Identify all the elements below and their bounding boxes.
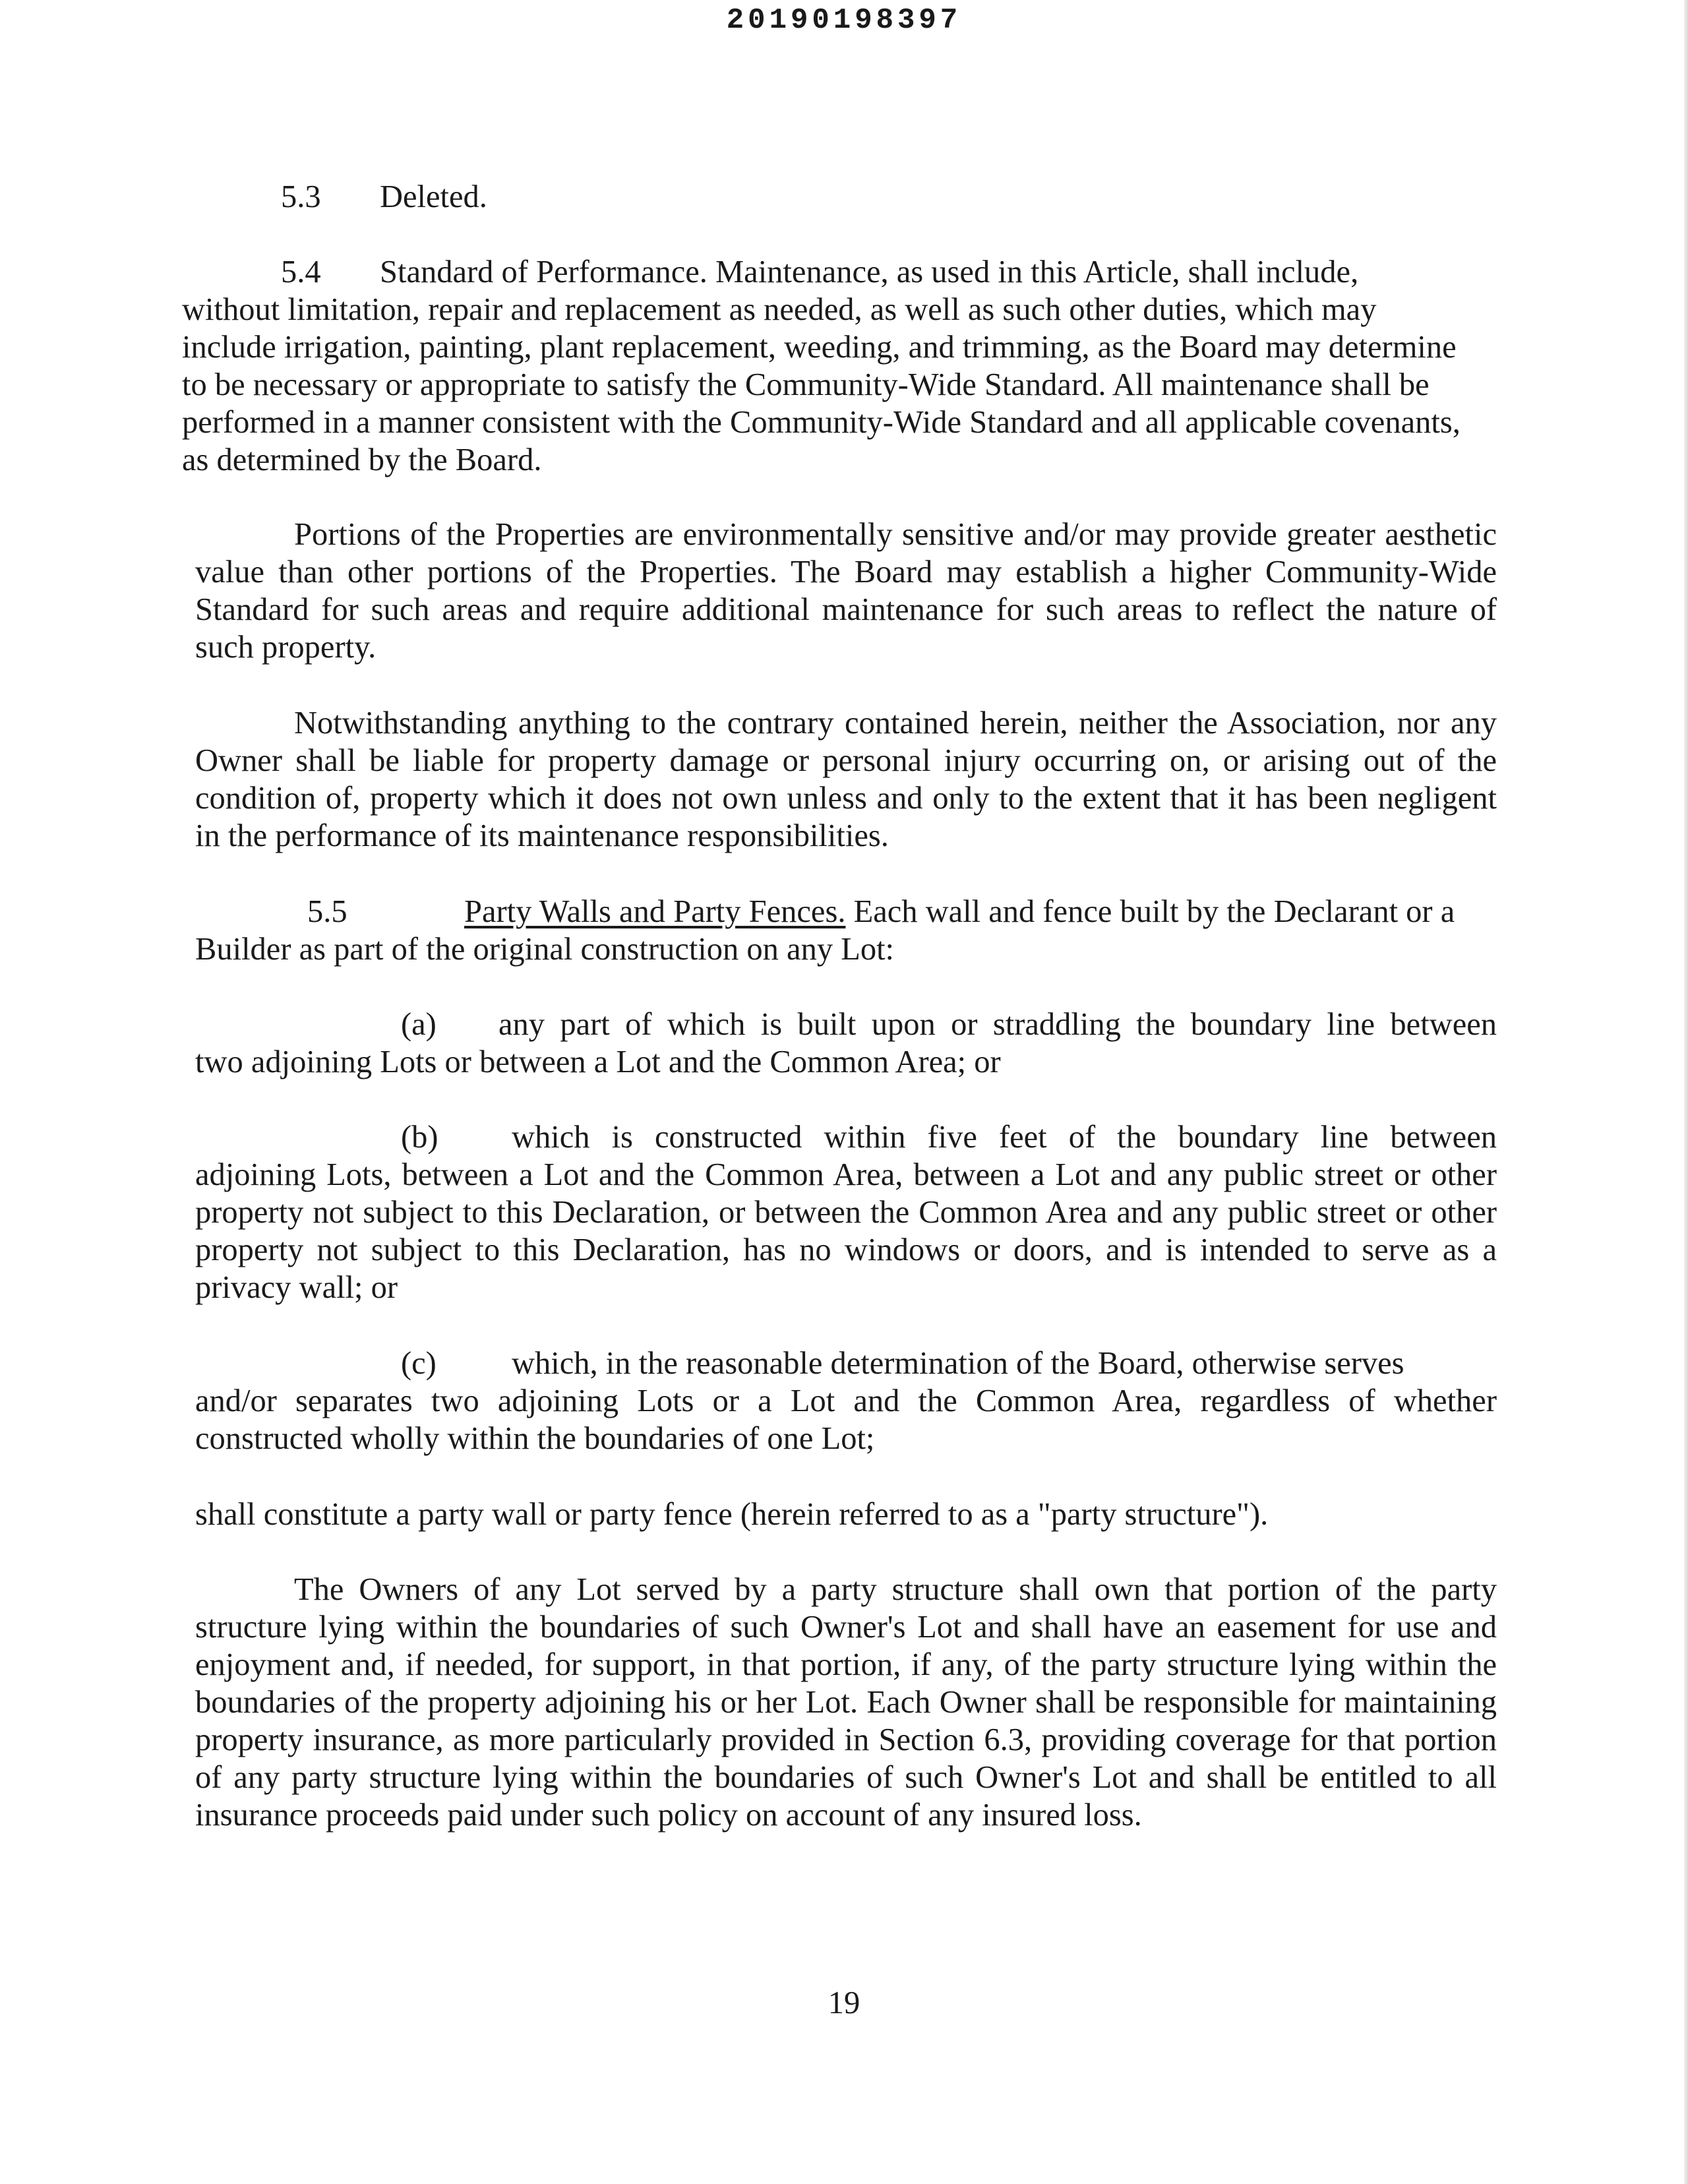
scan-edge	[1684, 0, 1688, 2184]
section-5-5-continuation: Builder as part of the original construction on any Lot:	[195, 932, 895, 967]
section-5-5-closing: shall constitute a party wall or party fence (herein referred to as a "party structure").	[195, 1497, 1269, 1532]
item-c-first-line: which, in the reasonable determination of the Board, otherwise serves	[512, 1346, 1404, 1381]
section-5-5-number: 5.5	[307, 894, 347, 929]
item-b-label: (b)	[401, 1120, 438, 1155]
document-number: 20190198397	[726, 4, 962, 37]
item-c-label: (c)	[401, 1346, 437, 1381]
item-a-continuation: two adjoining Lots or between a Lot and the Common Area; or	[195, 1045, 1001, 1079]
section-5-4-first-line: Standard of Performance. Maintenance, as used in this Article, shall include,	[380, 255, 1359, 289]
section-5-5-heading: Party Walls and Party Fences.	[464, 894, 846, 929]
section-5-4-number: 5.4	[281, 255, 321, 289]
item-b-continuation: adjoining Lots, between a Lot and the Common Area, between a Lot and any public street or other property not subject to this Declaration, or between the Common Area and any public street or other property not subject to this Declaration, has no windows or doors, and is intended to serve as a privacy wall; or	[195, 1157, 1497, 1305]
section-5-5-first-line-text: Each wall and fence built by the Declarant or a	[853, 894, 1455, 929]
section-5-3-text: Deleted.	[380, 179, 487, 214]
section-5-5-first-line	[464, 893, 1455, 930]
section-5-4-paragraph-2: Portions of the Properties are environmentally sensitive and/or may provide greater aesthetic value than other portions of the Properties. The Board may establish a higher Community-Wide Standard for such areas and require additional maintenance for such areas to reflect the nature of such property.	[195, 517, 1497, 665]
page-number: 19	[828, 1986, 860, 2020]
section-5-3-number: 5.3	[281, 179, 321, 214]
section-5-4-paragraph-3: Notwithstanding anything to the contrary contained herein, neither the Association, nor any Owner shall be liable for property damage or personal injury occurring on, or arising out of the condition of, property which it does not own unless and only to the extent that it has been negligent in the performance of its maintenance responsibilities.	[195, 706, 1497, 853]
section-5-5-owners-paragraph: The Owners of any Lot served by a party structure shall own that portion of the party structure lying within the boundaries of such Owner's Lot and shall have an easement for use and enjoyment and, if needed, for support, in that portion, if any, of the party structure lying within the boundaries of the property adjoining his or her Lot. Each Owner shall be responsible for maintaining property insurance, as more particularly provided in Section 6.3, providing coverage for that portion of any party structure lying within the boundaries of such Owner's Lot and shall be entitled to all insurance proceeds paid under such policy on account of any insured loss.	[195, 1572, 1497, 1833]
item-c-continuation: and/or separates two adjoining Lots or a Lot and the Common Area, regardless of whether constructed wholly within the boundaries of one Lot;	[195, 1383, 1497, 1456]
item-a-label: (a)	[401, 1007, 437, 1042]
section-5-4-continuation: without limitation, repair and replacement as needed, as well as such other duties, which may include irrigation, painting, plant replacement, weeding, and trimming, as the Board may determine to be necessary or appropriate to satisfy the Community-Wide Standard. All maintenance shall be performed in a manner consistent with the Community-Wide Standard and all applicable covenants, as determined by the Board.	[182, 292, 1461, 477]
item-b-first-line: which is constructed within five feet of the boundary line between	[512, 1120, 1497, 1155]
item-a-first-line: any part of which is built upon or straddling the boundary line between	[498, 1007, 1497, 1042]
